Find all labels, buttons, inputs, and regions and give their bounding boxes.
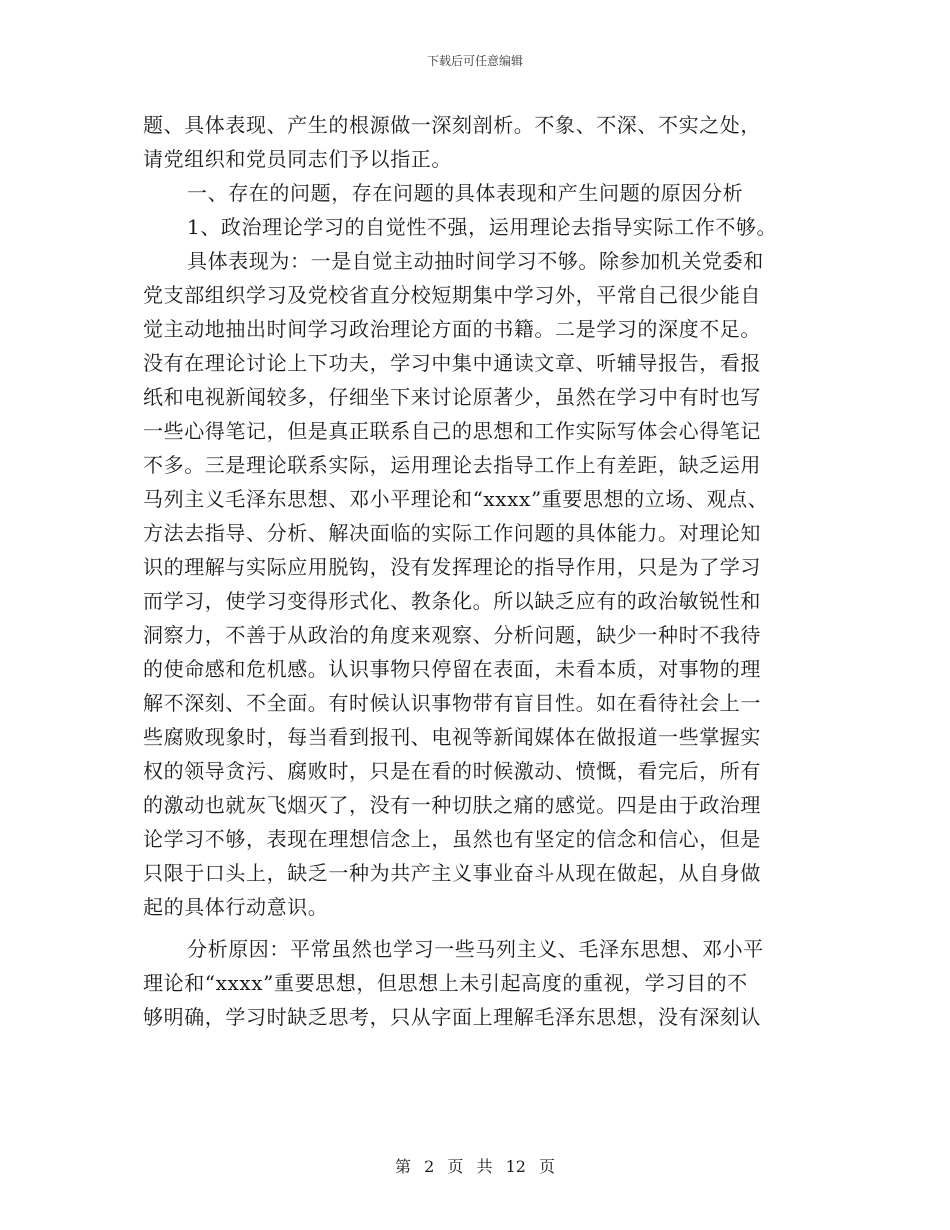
text-line: 权的领导贪污、腐败时，只是在看的时候激动、愤慨，看完后，所有	[143, 759, 761, 783]
text-line: 解不深刻、不全面。有时候认识事物带有盲目性。如在看待社会上一	[143, 691, 761, 715]
text-line: 分析原因：平常虽然也学习一些马列主义、毛泽东思想、邓小平	[187, 937, 764, 961]
text-line: 方法去指导、分析、解决面临的实际工作问题的具体能力。对理论知	[143, 521, 761, 545]
total-unit: 页	[539, 1157, 556, 1176]
total-label: 共	[476, 1157, 493, 1176]
text-line: 而学习，使学习变得形式化、教条化。所以缺乏应有的政治敏锐性和	[143, 589, 761, 613]
page-total: 12	[505, 1157, 526, 1176]
text-line: 题、具体表现、产生的根源做一深刻剖析。不象、不深、不实之处，	[143, 113, 761, 137]
text-line: 理论和“xxxx”重要思想，但思想上未引起高度的重视，学习目的不	[143, 971, 748, 995]
document-body	[143, 108, 808, 1034]
text-line: 请党组织和党员同志们予以指正。	[143, 147, 452, 171]
page-label: 第	[394, 1157, 411, 1176]
page-footer	[0, 1157, 950, 1177]
text-line: 一些心得笔记，但是真正联系自己的思想和工作实际写体会心得笔记	[143, 419, 761, 443]
text-line: 洞察力，不善于从政治的角度来观察、分析问题，缺少一种时不我待	[143, 623, 761, 647]
text-line: 具体表现为：一是自觉主动抽时间学习不够。除参加机关党委和	[187, 249, 764, 273]
section-heading: 一、存在的问题，存在问题的具体表现和产生问题的原因分析	[187, 181, 744, 205]
page-current: 2	[424, 1157, 435, 1176]
text-line: 的使命感和危机感。认识事物只停留在表面，未看本质，对事物的理	[143, 657, 761, 681]
text-line: 马列主义毛泽东思想、邓小平理论和“xxxx”重要思想的立场、观点、	[143, 487, 769, 511]
text-line: 的激动也就灰飞烟灭了，没有一种切肤之痛的感觉。四是由于政治理	[143, 793, 761, 817]
text-line: 识的理解与实际应用脱钩，没有发挥理论的指导作用，只是为了学习	[143, 555, 761, 579]
text-line: 起的具体行动意识。	[143, 895, 329, 919]
text-line: 没有在理论讨论上下功夫，学习中集中通读文章、听辅导报告，看报	[143, 351, 761, 375]
page-unit: 页	[447, 1157, 464, 1176]
text-line: 够明确，学习时缺乏思考，只从字面上理解毛泽东思想，没有深刻认	[143, 1005, 761, 1029]
text-line: 些腐败现象时，每当看到报刊、电视等新闻媒体在做报道一些掌握实	[143, 725, 761, 749]
text-line: 党支部组织学习及党校省直分校短期集中学习外，平常自己很少能自	[143, 283, 761, 307]
text-line: 纸和电视新闻较多，仔细坐下来讨论原著少，虽然在学习中有时也写	[143, 385, 761, 409]
text-line: 不多。三是理论联系实际，运用理论去指导工作上有差距，缺乏运用	[143, 453, 761, 477]
page-header: 下载后可任意编辑	[426, 54, 523, 68]
text-line: 觉主动地抽出时间学习政治理论方面的书籍。二是学习的深度不足。	[143, 317, 761, 341]
text-line: 只限于口头上，缺乏一种为共产主义事业奋斗从现在做起，从自身做	[143, 861, 761, 885]
text-line: 论学习不够，表现在理想信念上，虽然也有坚定的信念和信心，但是	[143, 827, 761, 851]
subsection-heading: 1、政治理论学习的自觉性不强，运用理论去指导实际工作不够。	[187, 215, 778, 239]
